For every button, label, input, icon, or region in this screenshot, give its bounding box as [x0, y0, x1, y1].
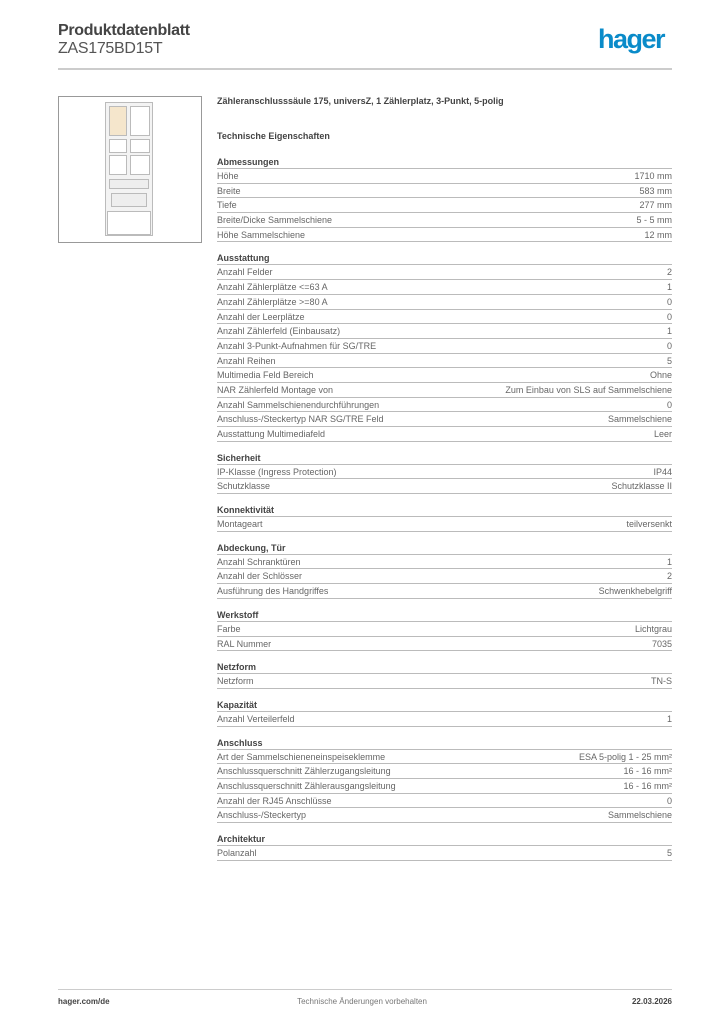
- section-heading: Konnektivität: [217, 503, 672, 517]
- spec-row: [217, 339, 672, 354]
- spec-label: Polanzahl: [217, 848, 257, 858]
- spec-label: Anzahl Sammelschienendurchführungen: [217, 399, 380, 410]
- spec-label: Schutzklasse: [217, 481, 271, 492]
- spec-value: 5: [666, 355, 672, 366]
- cabinet-drawing: [105, 102, 153, 236]
- spec-label: Anzahl Zählerplätze >=80 A: [217, 296, 328, 307]
- spec-row: [217, 479, 672, 494]
- hager-logo: hager: [598, 24, 665, 54]
- spec-value: 1710 mm: [634, 171, 672, 181]
- spec-row: [217, 280, 672, 295]
- spec-value: Schutzklasse II: [611, 481, 672, 492]
- spec-section: [217, 698, 672, 727]
- spec-row: [217, 555, 672, 570]
- spec-value: 2: [666, 267, 672, 278]
- spec-label: Anzahl 3-Punkt-Aufnahmen für SG/TRE: [217, 340, 377, 351]
- spec-row: [217, 324, 672, 339]
- spec-row: [217, 295, 672, 310]
- spec-row: [217, 584, 672, 599]
- spec-row: [217, 779, 672, 794]
- spec-label: Anzahl Reihen: [217, 355, 276, 366]
- spec-row: [217, 412, 672, 427]
- spec-value: 5 - 5 mm: [636, 215, 672, 226]
- spec-label: Breite: [217, 185, 241, 196]
- spec-section: [217, 832, 672, 861]
- spec-label: Anzahl Verteilerfeld: [217, 713, 295, 724]
- spec-section: [217, 608, 672, 651]
- spec-value: 0: [666, 311, 672, 322]
- spec-row: [217, 764, 672, 779]
- spec-label: Ausstattung Multimediafeld: [217, 429, 326, 439]
- spec-row: [217, 465, 672, 480]
- spec-value: 5: [666, 848, 672, 858]
- spec-value: 1: [666, 326, 672, 337]
- spec-row: [217, 569, 672, 584]
- spec-row: [217, 228, 672, 243]
- spec-section: [217, 660, 672, 689]
- spec-label: NAR Zählerfeld Montage von: [217, 384, 334, 395]
- spec-label: Anzahl der Schlösser: [217, 571, 303, 582]
- spec-value: 0: [666, 795, 672, 806]
- section-heading: Werkstoff: [217, 608, 672, 622]
- spec-value: 0: [666, 296, 672, 307]
- spec-row: [217, 398, 672, 413]
- spec-row: [217, 712, 672, 727]
- spec-label: Farbe: [217, 623, 241, 634]
- footer-divider: [58, 989, 672, 990]
- spec-row: [217, 169, 672, 184]
- spec-label: Breite/Dicke Sammelschiene: [217, 215, 333, 226]
- spec-value: Ohne: [649, 370, 672, 381]
- spec-row: [217, 368, 672, 383]
- spec-value: 1: [666, 556, 672, 567]
- spec-value: Zum Einbau von SLS auf Sammelschiene: [505, 384, 672, 395]
- spec-value: teilversenkt: [626, 519, 672, 530]
- spec-row: [217, 794, 672, 809]
- spec-label: RAL Nummer: [217, 638, 272, 649]
- article-number: ZAS175BD15T: [58, 40, 163, 57]
- spec-value: Lichtgrau: [634, 623, 672, 634]
- spec-label: Anzahl der RJ45 Anschlüsse: [217, 795, 332, 806]
- spec-label: Netzform: [217, 676, 254, 687]
- spec-row: [217, 310, 672, 325]
- spec-value: Schwenkhebelgriff: [598, 586, 672, 597]
- spec-label: Anschluss-/Steckertyp NAR SG/TRE Feld: [217, 414, 384, 425]
- spec-label: IP-Klasse (Ingress Protection): [217, 466, 337, 477]
- spec-section: [217, 155, 672, 242]
- spec-label: Tiefe: [217, 200, 237, 211]
- spec-row: [217, 184, 672, 199]
- spec-value: ESA 5-polig 1 - 25 mm²: [578, 751, 672, 762]
- spec-label: Multimedia Feld Bereich: [217, 370, 314, 381]
- spec-label: Anzahl Schranktüren: [217, 556, 301, 567]
- section-heading: Abdeckung, Tür: [217, 541, 672, 555]
- spec-row: [217, 427, 672, 442]
- footer-notice: Technische Änderungen vorbehalten: [297, 997, 427, 1006]
- technical-heading: Technische Eigenschaften: [217, 131, 330, 141]
- header-divider: [58, 68, 672, 70]
- spec-row: [217, 637, 672, 652]
- product-image: [58, 96, 202, 243]
- spec-section: [217, 251, 672, 441]
- spec-label: Anzahl Zählerplätze <=63 A: [217, 282, 328, 293]
- spec-value: Sammelschiene: [607, 414, 672, 425]
- section-heading: Ausstattung: [217, 251, 672, 265]
- spec-row: [217, 383, 672, 398]
- section-heading: Anschluss: [217, 736, 672, 750]
- spec-row: [217, 750, 672, 765]
- spec-label: Anzahl Felder: [217, 267, 273, 278]
- spec-value: 0: [666, 340, 672, 351]
- spec-value: IP44: [653, 466, 672, 477]
- spec-label: Anschluss-/Steckertyp: [217, 810, 307, 821]
- spec-row: [217, 808, 672, 823]
- spec-row: [217, 265, 672, 280]
- spec-value: Leer: [653, 429, 672, 439]
- spec-row: [217, 846, 672, 861]
- section-heading: Sicherheit: [217, 451, 672, 465]
- spec-row: [217, 213, 672, 228]
- spec-value: 16 - 16 mm²: [623, 780, 672, 791]
- specifications-table: [217, 155, 672, 870]
- spec-row: [217, 354, 672, 369]
- spec-value: 7035: [651, 638, 672, 649]
- spec-label: Höhe: [217, 171, 239, 181]
- spec-value: 583 mm: [639, 185, 672, 196]
- spec-section: [217, 451, 672, 494]
- spec-row: [217, 674, 672, 689]
- spec-value: 12 mm: [644, 229, 672, 240]
- spec-value: 1: [666, 282, 672, 293]
- spec-label: Anzahl der Leerplätze: [217, 311, 305, 322]
- section-heading: Architektur: [217, 832, 672, 846]
- footer-date: 22.03.2026: [631, 997, 672, 1006]
- spec-label: Anschlussquerschnitt Zählerausgangsleitung: [217, 780, 396, 791]
- spec-row: [217, 517, 672, 532]
- spec-row: [217, 198, 672, 213]
- spec-value: Sammelschiene: [607, 810, 672, 821]
- spec-section: [217, 503, 672, 532]
- page-title: Produktdatenblatt: [58, 22, 190, 39]
- spec-label: Montageart: [217, 519, 263, 530]
- footer-website[interactable]: hager.com/de: [58, 997, 110, 1006]
- section-heading: Abmessungen: [217, 155, 672, 169]
- spec-section: [217, 541, 672, 599]
- section-heading: Kapazität: [217, 698, 672, 712]
- product-description: Zähleranschlusssäule 175, universZ, 1 Zählerplatz, 3-Punkt, 5-polig: [217, 96, 504, 106]
- spec-value: 2: [666, 571, 672, 582]
- spec-value: 16 - 16 mm²: [623, 766, 672, 777]
- spec-label: Art der Sammelschieneneinspeiseklemme: [217, 751, 386, 762]
- spec-value: TN-S: [651, 676, 672, 687]
- spec-label: Anschlussquerschnitt Zählerzugangsleitung: [217, 766, 391, 777]
- spec-value: 0: [666, 399, 672, 410]
- spec-row: [217, 622, 672, 637]
- spec-value: 277 mm: [639, 200, 672, 211]
- spec-label: Höhe Sammelschiene: [217, 229, 306, 240]
- spec-label: Anzahl Zählerfeld (Einbausatz): [217, 326, 341, 337]
- spec-label: Ausführung des Handgriffes: [217, 586, 329, 597]
- spec-value: 1: [666, 713, 672, 724]
- section-heading: Netzform: [217, 660, 672, 674]
- spec-section: [217, 736, 672, 823]
